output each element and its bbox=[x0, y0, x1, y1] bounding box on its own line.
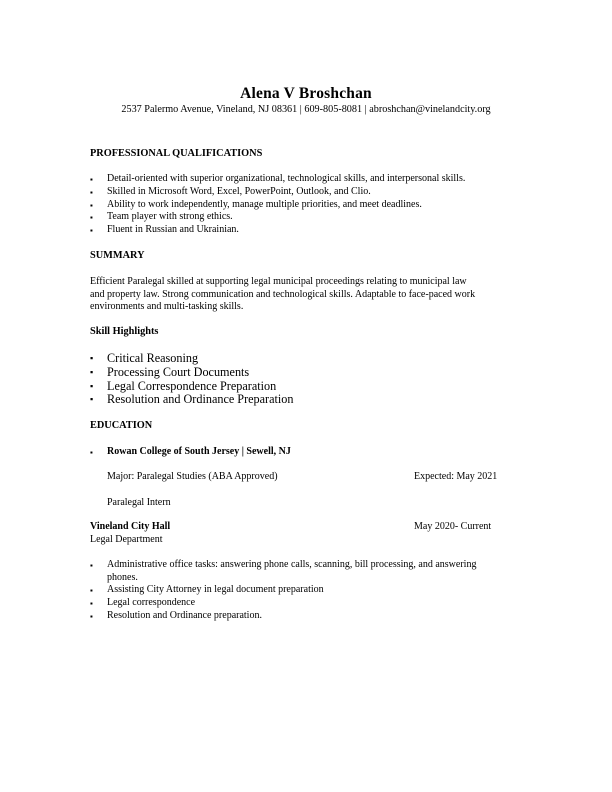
education-heading: EDUCATION bbox=[90, 420, 153, 431]
summary-line: environments and multi-tasking skills. bbox=[90, 301, 244, 312]
qualification-item: ▪ Team player with strong ethics. bbox=[107, 211, 233, 222]
experience-item-continuation: phones. bbox=[107, 572, 138, 583]
qualification-item: ▪ Ability to work independently, manage multiple priorities, and meet deadlines. bbox=[107, 199, 422, 210]
summary-line: Efficient Paralegal skilled at supporting legal municipal proceedings relating to municipal law bbox=[90, 276, 467, 287]
skill-item: ▪ Critical Reasoning bbox=[107, 351, 198, 366]
skill-item: ▪ Legal Correspondence Preparation bbox=[107, 379, 276, 394]
skills-heading: Skill Highlights bbox=[90, 326, 159, 337]
role-title: Paralegal Intern bbox=[107, 497, 171, 508]
major: Major: Paralegal Studies (ABA Approved) bbox=[107, 471, 278, 482]
candidate-name: Alena V Broshchan bbox=[240, 85, 372, 102]
employment-dates: May 2020- Current bbox=[414, 521, 492, 532]
skill-item: ▪ Processing Court Documents bbox=[107, 365, 249, 380]
employer-name: Vineland City Hall bbox=[90, 521, 171, 532]
qualification-item: ▪ Detail-oriented with superior organizational, technological skills, and interpersonal skills. bbox=[107, 173, 465, 184]
contact-line: 2537 Palermo Avenue, Vineland, NJ 08361 | 609-805-8081 | abroshchan@vinelandcity.org bbox=[121, 104, 491, 115]
summary-heading: SUMMARY bbox=[90, 250, 145, 261]
experience-item: ▪ Assisting City Attorney in legal document preparation bbox=[107, 584, 324, 595]
qualification-item: ▪ Fluent in Russian and Ukrainian. bbox=[107, 224, 239, 235]
qualifications-heading: PROFESSIONAL QUALIFICATIONS bbox=[90, 148, 263, 159]
skill-item: ▪ Resolution and Ordinance Preparation bbox=[107, 392, 293, 407]
department: Legal Department bbox=[90, 534, 163, 545]
summary-line: and property law. Strong communication and technological skills. Adaptable to face-paced work bbox=[90, 289, 476, 300]
experience-item: ▪ Administrative office tasks: answering phone calls, scanning, bill processing, and answering bbox=[107, 559, 476, 570]
experience-item: ▪ Resolution and Ordinance preparation. bbox=[107, 610, 262, 621]
school-name: ▪ Rowan College of South Jersey | Sewell, NJ bbox=[107, 446, 291, 457]
expected-date: Expected: May 2021 bbox=[414, 471, 498, 482]
experience-item: ▪ Legal correspondence bbox=[107, 597, 195, 608]
qualification-item: ▪ Skilled in Microsoft Word, Excel, PowerPoint, Outlook, and Clio. bbox=[107, 186, 371, 197]
